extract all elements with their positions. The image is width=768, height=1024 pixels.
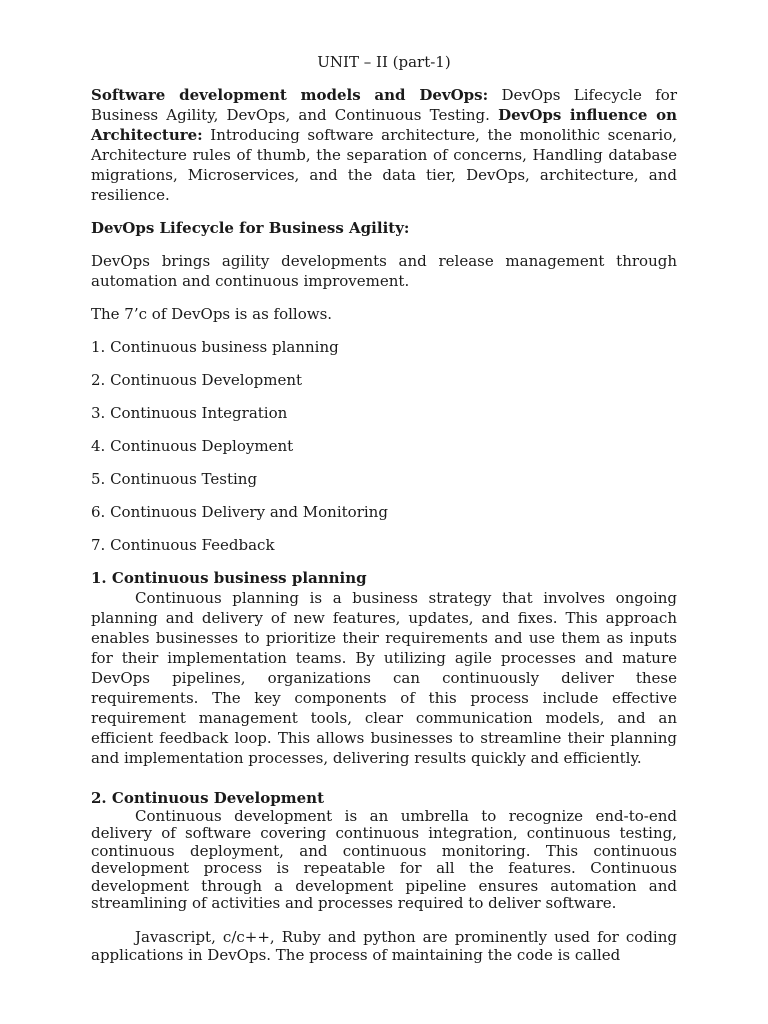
intro-text-2: Introducing software architecture, the monolithic scenario, Architecture rules of thumb, the separation of concerns, Handling database migrations, Microservices, and the data tier, DevOps, architecture, and resilience.	[91, 126, 677, 204]
lifecycle-paragraph: DevOps brings agility developments and release management through automation and continuous improvement.	[91, 252, 677, 290]
intro-bold-heading-2: DevOps influence on Architecture:	[91, 106, 677, 144]
section1-paragraph: Continuous planning is a business strategy that involves ongoing planning and delivery of new features, updates, and fixes. This approach enables businesses to prioritize their requirements and use them as inputs for their implementation teams. By utilizing agile processes and mature DevOps pipelines, organizations can continuously deliver these requirements. The key components of this process include effective requirement management tools, clear communication models, and an efficient feedback loop. This allows businesses to streamline their planning and implementation processes, delivering results quickly and efficiently.	[91, 589, 677, 767]
section2-paragraph-2: Javascript, c/c++, Ruby and python are prominently used for coding applications in DevOps. The process of maintaining the code is called	[91, 928, 677, 964]
sevenc-intro: The 7’c of DevOps is as follows.	[91, 305, 333, 323]
list-item: 3. Continuous Integration	[91, 404, 288, 422]
document-page	[91, 52, 677, 964]
lifecycle-heading: DevOps Lifecycle for Business Agility:	[91, 219, 410, 237]
list-item: 6. Continuous Delivery and Monitoring	[91, 503, 388, 521]
list-item: 5. Continuous Testing	[91, 470, 258, 488]
intro-text-1: DevOps Lifecycle for Business Agility, DevOps, and Continuous Testing.	[91, 86, 677, 124]
section1-heading: 1. Continuous business planning	[91, 569, 367, 587]
intro-paragraph	[91, 85, 677, 205]
section2-heading: 2. Continuous Development	[91, 789, 324, 807]
list-item: 7. Continuous Feedback	[91, 536, 275, 554]
list-item: 1. Continuous business planning	[91, 338, 339, 356]
list-item: 2. Continuous Development	[91, 371, 303, 389]
sevenc-list	[91, 337, 677, 555]
section2-paragraph: Continuous development is an umbrella to recognize end-to-end delivery of software covering continuous integration, continuous testing, continuous deployment, and continuous monitoring. This continuous development process is repeatable for all the features. Continuous development through a development pipeline ensures automation and streamlining of activities and processes required to deliver software.	[91, 807, 677, 913]
list-item: 4. Continuous Deployment	[91, 437, 294, 455]
intro-bold-heading-1: Software development models and DevOps:	[91, 86, 489, 104]
unit-title: UNIT – II (part-1)	[317, 53, 451, 71]
